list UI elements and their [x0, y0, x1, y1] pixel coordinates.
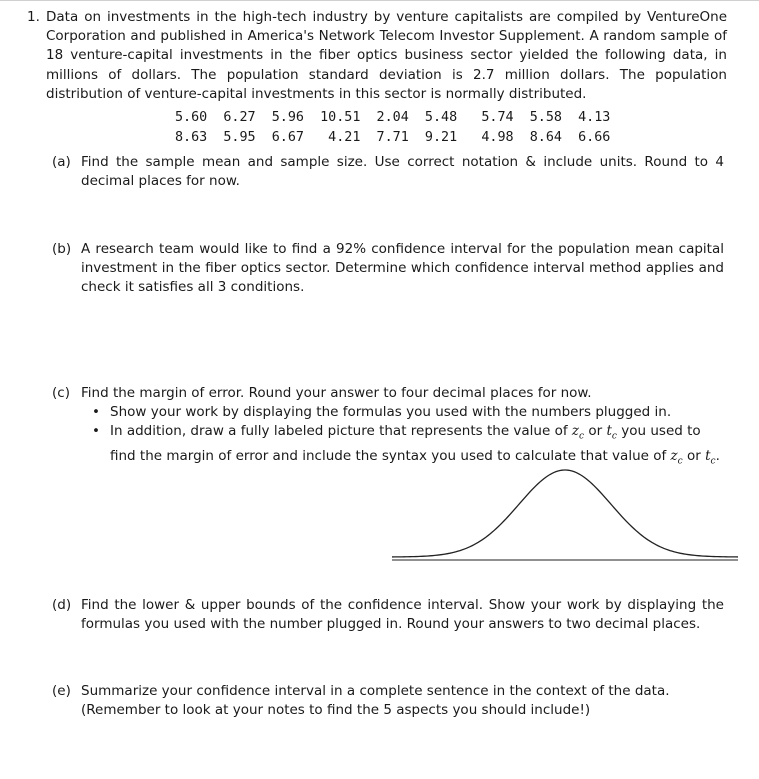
- bullet-2-or: or: [584, 423, 607, 439]
- bell-curve: [392, 470, 738, 557]
- top-rule: [0, 0, 759, 1]
- bullet-icon: •: [92, 404, 100, 420]
- part-d-label: (d): [52, 597, 72, 613]
- z-var: z: [571, 423, 580, 439]
- part-b-text: A research team would like to find a 92% confidence interval for the population mean capital investment in the fiber optics sector. Determine which confidence interval method applies and check it satisfies all 3 conditions.: [81, 241, 724, 296]
- problem-intro: [27, 8, 727, 104]
- part-e: [52, 682, 724, 720]
- normal-curve-diagram: [390, 462, 740, 568]
- part-a: [52, 153, 724, 191]
- t-c-symbol: [606, 423, 617, 442]
- z-var: z: [670, 447, 678, 464]
- sub-c: c: [579, 431, 585, 442]
- part-d-text: Find the lower & upper bounds of the confidence interval. Show your work by displaying the formulas you used with the number plugged in. Round your answers to two decimal places.: [81, 597, 724, 633]
- t-var: t: [606, 423, 612, 439]
- part-e-text: Summarize your confidence interval in a complete sentence in the context of the data.: [81, 683, 670, 699]
- data-row-2: 8.63 5.95 6.67 4.21 7.71 9.21 4.98 8.64 6.66: [175, 130, 611, 145]
- bullet-2-pre: In addition, draw a fully labeled picture that represents the value of: [110, 423, 572, 439]
- part-c: [52, 384, 724, 403]
- part-a-text: Find the sample mean and sample size. Use correct notation & include units. Round to 4 decimal places for now.: [81, 154, 724, 190]
- part-a-label: (a): [52, 154, 71, 170]
- bullet-2-or: or: [682, 447, 706, 464]
- part-d: [52, 596, 724, 634]
- part-c-label: (c): [52, 385, 70, 401]
- part-b-label: (b): [52, 241, 72, 257]
- part-e-text-2: (Remember to look at your notes to find the 5 aspects you should include!): [81, 702, 591, 719]
- sub-c: c: [677, 456, 683, 467]
- data-row-1: 5.60 6.27 5.96 10.51 2.04 5.48 5.74 5.58 4.13: [175, 110, 611, 125]
- bullet-2-end: .: [715, 447, 720, 464]
- z-c-symbol: [571, 423, 585, 442]
- bullet-2-mid: you used to find the margin of error and include the syntax you used to calculate that value of: [110, 423, 701, 464]
- part-b: [52, 240, 724, 298]
- sub-c: c: [611, 431, 617, 442]
- t-var: t: [705, 447, 711, 464]
- part-c-bullet-1-text: Show your work by displaying the formulas you used with the numbers plugged in.: [110, 404, 672, 420]
- problem-number: 1.: [27, 9, 40, 25]
- part-e-body: [81, 682, 724, 720]
- part-e-label: (e): [52, 683, 71, 699]
- bullet-icon: •: [92, 423, 100, 439]
- sub-c: c: [710, 456, 716, 467]
- problem-intro-text: Data on investments in the high-tech industry by venture capitalists are compiled by VentureOne Corporation and published in America's Network Telecom Investor Supplement. A random sample of 18 venture-capital investments in the fiber optics business sector yielded the following data, in millions of dollars. The population standard deviation is 2.7 million dollars. The population distribution of venture-capital investments in this sector is normally distributed.: [46, 9, 727, 102]
- part-c-text: Find the margin of error. Round your answer to four decimal places for now.: [81, 385, 592, 401]
- part-c-bullet-1: [92, 403, 724, 422]
